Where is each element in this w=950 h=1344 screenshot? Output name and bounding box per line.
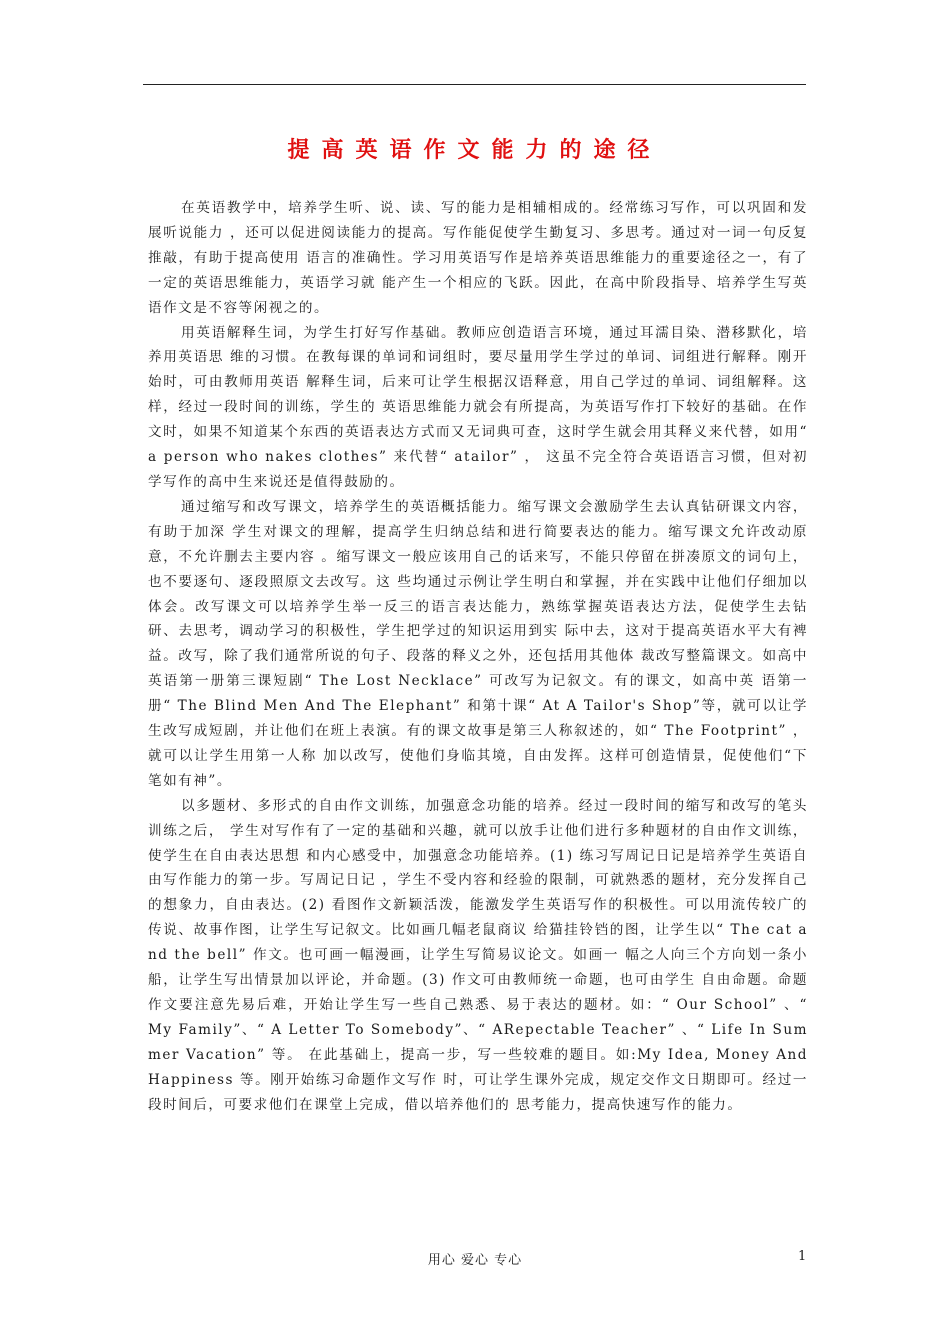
paragraph-intro: 在英语教学中，培养学生听、说、读、写的能力是相辅相成的。经常练习写作，可以巩固和发展听说能力 ，还可以促进阅读能力的提高。写作能促使学生勤复习、多思考。通过对一词一句反复推敲，有助于提高使用 语言的准确性。学习用英语写作是培养英语思维能力的重要途径之一，有了一定的英语思维能力，英语学习就 能产生一个相应的飞跃。因此，在高中阶段指导、培养学生写英语作文是不容等闲视之的。: [148, 200, 808, 316]
header-rule: [143, 84, 806, 85]
page-footer: [0, 1249, 950, 1269]
paragraph-vocabulary: 用英语解释生词，为学生打好写作基础。教师应创造语言环境，通过耳濡目染、潜移默化，培养用英语思 维的习惯。在教每课的单词和词组时，要尽量用学生学过的单词、词组进行解释。刚开始时，可由教师用英语 解释生词，后来可让学生根据汉语释意，用自己学过的单词、词组解释。这样，经过一段时间的训练，学生的 英语思维能力就会有所提高，为英语写作打下较好的基础。在作文时，如果不知道某个东西的英语表达方式而又无词典可查，这时学生就会用其释义来代替，如用“ a person who nakes clothes” 来代替“ atailor” ， 这虽不完全符合英语语言习惯，但对初学写作的高中生来说还是值得鼓励的。: [148, 324, 808, 490]
page-number: 1: [798, 1249, 807, 1264]
document-title: 提高英语作文能力的途径: [287, 138, 662, 163]
footer-motto: 用心 爱心 专心: [427, 1253, 523, 1268]
paragraph-free-writing: 以多题材、多形式的自由作文训练，加强意念功能的培养。经过一段时间的缩写和改写的笔头训练之后， 学生对写作有了一定的基础和兴趣，就可以放手让他们进行多种题材的自由作文训练，使学生在自由表达思想 和内心感受中，加强意念功能培养。(1) 练习写周记日记是培养学生英语自由写作能力的第一步。写周记日记 ，学生不受内容和经验的限制，可就熟悉的题材，充分发挥自己的想象力，自由表达。(2) 看图作文新颖活泼，能激发学生英语写作的积极性。可以用流传较广的传说、故事作图，让学生写记叙文。比如画几幅老鼠商议 给猫挂铃铛的图，让学生以“ The cat and the bell” 作文。也可画一幅漫画，让学生写简易议论文。如画一 幅之人向三个方向划一条小船，让学生写出情景加以评论，并命题。(3) 作文可由教师统一命题，也可由学生 自由命题。命题作文要注意先易后难，开始让学生写一些自己熟悉、易于表达的题材。如：“ Our School” 、“ My Family”、“ A Letter To Somebody”、“ ARepectable Teacher” 、“ Life In Summer Vacation” 等。 在此基础上，提高一步，写一些较难的题目。如:My Idea, Money And Happiness 等。刚开始练习命题作文写作 时，可让学生课外完成，规定交作文日期即可。经过一段时间后，可要求他们在课堂上完成，借以培养他们的 思考能力，提高快速写作的能力。: [148, 797, 808, 1113]
paragraph-rewriting: 通过缩写和改写课文，培养学生的英语概括能力。缩写课文会激励学生去认真钻研课文内容，有助于加深 学生对课文的理解，提高学生归纳总结和进行简要表达的能力。缩写课文允许改动原意，不允许删去主要内容 。缩写课文一般应该用自己的话来写，不能只停留在拼凑原文的词句上，也不要逐句、逐段照原文去改写。这 些均通过示例让学生明白和掌握，并在实践中让他们仔细加以体会。改写课文可以培养学生举一反三的语言表达能力，熟练掌握英语表达方法，促使学生去钻研、去思考，调动学习的积极性，学生把学过的知识运用到实 际中去，这对于提高英语水平大有裨益。改写，除了我们通常所说的句子、段落的释义之外，还包括用其他体 裁改写整篇课文。如高中英语第一册第三课短剧“ The Lost Necklace” 可改写为记叙文。有的课文，如高中英 语第一册“ The Blind Men And The Elephant” 和第十课“ At A Tailor's Shop”等，就可以让学生改写成短剧，并让他们在班上表演。有的课文故事是第三人称叙述的，如“ The Footprint” ，就可以让学生用第一人称 加以改写，使他们身临其境，自由发挥。这样可创造情景，促使他们“下笔如有神”。: [148, 498, 808, 789]
document-body: [148, 196, 808, 1118]
